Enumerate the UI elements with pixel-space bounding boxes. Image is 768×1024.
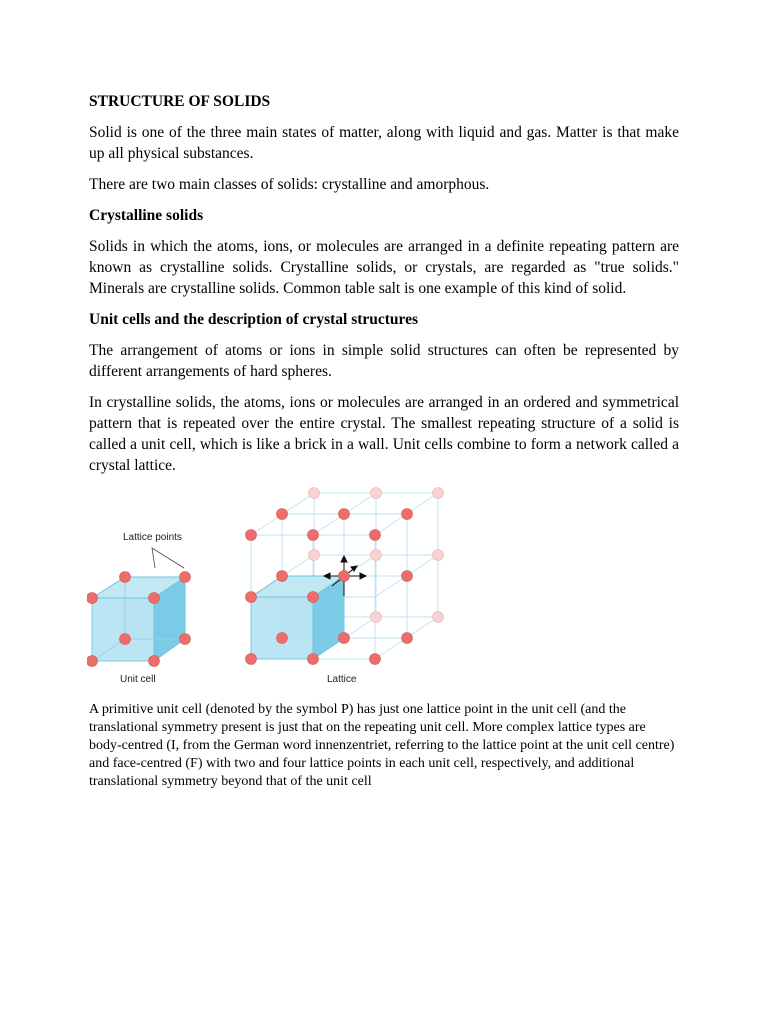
- highlighted-cell-front: [251, 597, 313, 659]
- classes-paragraph: There are two main classes of solids: crystalline and amorphous.: [89, 176, 490, 193]
- crystal-lattice-illustration: [87, 486, 457, 691]
- lattice-point: [180, 572, 191, 583]
- unit-cell-label: Unit cell: [120, 674, 156, 685]
- unit-cell-front-face: [92, 598, 154, 661]
- lattice-point: [180, 634, 191, 645]
- document-page: [89, 86, 679, 801]
- lattice-point: [120, 572, 131, 583]
- lattice-diagram: [246, 488, 444, 686]
- lattice-point: [87, 593, 98, 604]
- lattice-point: [149, 656, 160, 667]
- lattice-point: [87, 656, 98, 667]
- lattice-point: [149, 593, 160, 604]
- intro-paragraph: Solid is one of the three main states of matter, along with liquid and gas. Matter is that make up all physical substances.: [89, 124, 679, 162]
- crystal-lattice-figure: [89, 486, 679, 691]
- lattice-points-label: Lattice points: [123, 532, 182, 543]
- document-title: STRUCTURE OF SOLIDS: [89, 93, 271, 110]
- unit-cell-diagram: [87, 532, 191, 685]
- arrangement-paragraph: The arrangement of atoms or ions in simple solid structures can often be represented by different arrangements of hard spheres.: [89, 342, 679, 380]
- lattice-point: [120, 634, 131, 645]
- crystalline-paragraph: Solids in which the atoms, ions, or molecules are arranged in a definite repeating pattern are known as crystalline solids. Crystalline solids, or crystals, are regarded as "true solids." Minerals are crystalline solids. Common table salt is one example of this kind of solid.: [89, 238, 679, 297]
- crystalline-heading: Crystalline solids: [89, 207, 204, 224]
- lattice-paragraph: In crystalline solids, the atoms, ions or molecules are arranged in an ordered and symmetrical pattern that is repeated over the entire crystal. The smallest repeating structure of a solid is called a unit cell, which is like a brick in a wall. Unit cells combine to form a network called a crystal lattice.: [89, 394, 679, 474]
- lattice-label: Lattice: [327, 674, 357, 685]
- figure-caption: A primitive unit cell (denoted by the symbol P) has just one lattice point in the unit cell (and the translational symmetry present is just that on the repeating unit cell. More complex lattice types are body-centred (I, from the German word innenzentriet, referring to the lattice point at the unit cell centre) and face-centred (F) with two and four lattice points in each unit cell, respectively, and additional translational symmetry beyond that of the unit cell: [89, 702, 675, 789]
- lattice-points-pointer: [152, 548, 184, 568]
- unit-cells-heading: Unit cells and the description of crystal structures: [89, 311, 419, 328]
